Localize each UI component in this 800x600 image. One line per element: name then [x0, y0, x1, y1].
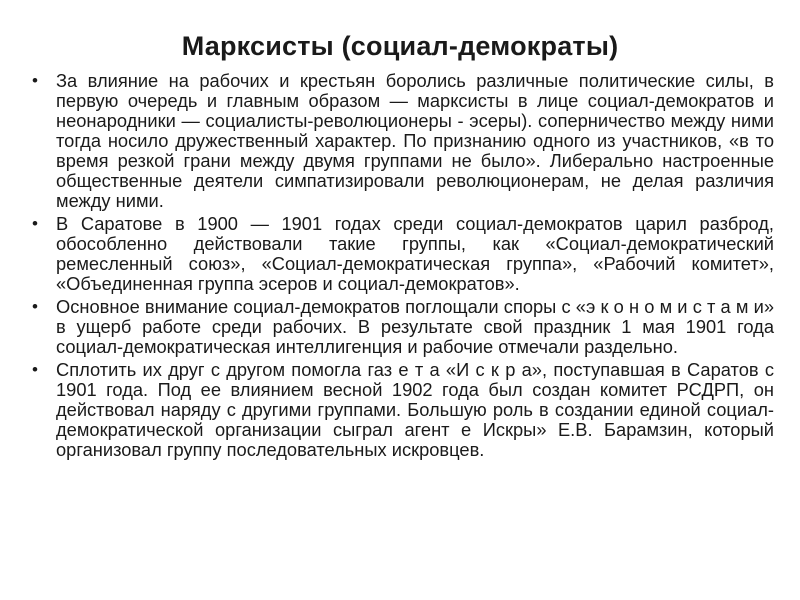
- bullet-dot-icon: •: [32, 71, 38, 90]
- bullet-dot-icon: •: [32, 360, 38, 379]
- bullet-text: Основное внимание социал-демократов поглощали споры с «э к о н о м и с т а м и» в ущерб работе среди рабочих. В результате свой праздник 1 мая 1901 года социал-демократическая интеллигенция и рабочие отмечали раздельно.: [56, 296, 774, 357]
- bullet-text: За влияние на рабочих и крестьян боролись различные политические силы, в первую очередь и главным образом — марксисты в лице социал-демократов и неонародники — социалисты-революционеры - эсеры). соперничество между ними тогда носило дружественный характер. По признанию одного из участников, «в то время резкой грани между двумя группами не было». Либерально настроенные общественные деятели симпатизировали революционерам, не делая различия между ними.: [56, 70, 774, 211]
- bullet-dot-icon: •: [32, 297, 38, 316]
- bullet-list: [32, 71, 774, 463]
- slide-title: Марксисты (социал-демократы): [181, 31, 619, 61]
- bullet-item: [32, 297, 774, 357]
- bullet-text: В Саратове в 1900 — 1901 годах среди социал-демократов царил разброд, обособленно действовали такие группы, как «Социал-демократический ремесленный союз», «Социал-демократическая группа», «Рабочий комитет», «Объединенная группа эсеров и социал-демократов».: [56, 213, 774, 294]
- bullet-text: Сплотить их друг с другом помогла газ е т а «И с к р а», поступавшая в Саратов с 1901 года. Под ее влиянием весной 1902 года был создан комитет РСДРП, он действовал наряду с другими группами. Большую роль в создании единой социал-демократической организации сыграл агент е Искры» Е.В. Барамзин, который организовал группу последовательных искровцев.: [56, 359, 774, 460]
- bullet-dot-icon: •: [32, 214, 38, 233]
- bullet-item: [32, 71, 774, 211]
- bullet-item: [32, 214, 774, 294]
- bullet-item: [32, 360, 774, 460]
